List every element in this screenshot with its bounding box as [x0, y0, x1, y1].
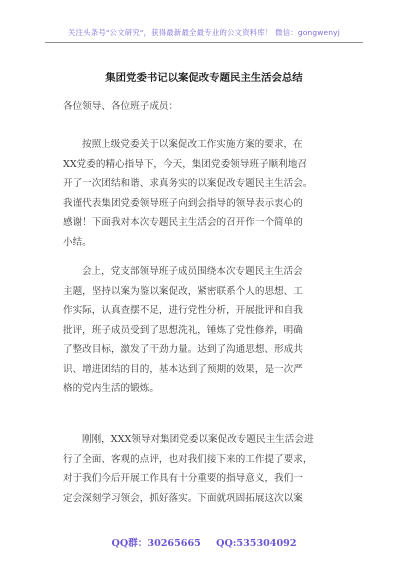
- paragraph-line: 对于我们今后开展工作具有十分重要的指导意义，我们一: [63, 473, 303, 484]
- paragraph-line: 开了一次团结和谐、求真务实的以案促改专题民主生活会。: [63, 178, 313, 189]
- header-divider: [45, 42, 363, 43]
- paragraph-line: 识、增进团结的目的，基本达到了预期的效果，是一次严: [63, 363, 303, 375]
- paragraph-line: 我谨代表集团党委领导班子向到会指导的领导表示衷心的: [63, 197, 303, 209]
- paragraph-line: 作实际，认真查摆不足，进行党性分析，开展批评和自我: [63, 305, 303, 316]
- paragraph-2: [63, 262, 345, 399]
- paragraph-line: XX党委的精心指导下，今天，集团党委领导班子顺利地召: [63, 158, 307, 170]
- paragraph-1: [63, 135, 345, 252]
- paragraph-3: [63, 430, 345, 508]
- paragraph-line: 刚刚，XXX领导对集团党委以案促改专题民主生活会进: [82, 434, 314, 445]
- qq-group-number: QQ群：30265665: [111, 538, 201, 549]
- paragraph-line: 小结。: [63, 236, 92, 248]
- paragraph-line: 主题，坚持以案为鉴以案促改，紧密联系个人的思想、工: [63, 285, 303, 297]
- paragraph-line: 感谢！下面我对本次专题民主生活会的召开作一个简单的: [63, 217, 303, 228]
- paragraph-line: 行了全面、客观的点评，也对我们接下来的工作提了要求，: [63, 453, 313, 465]
- document-title: 集团党委书记以案促改专题民主生活会总结: [105, 72, 303, 84]
- paragraph-line: 按照上级党委关于以案促改工作实施方案的要求，在: [82, 139, 303, 150]
- paragraph-line: 批评，班子成员受到了思想洗礼，锤炼了党性修养，明确: [63, 324, 303, 336]
- greeting: 各位领导、各位班子成员：: [63, 101, 179, 112]
- header-banner: 关注头条号"公文研究"，获得最新最全最专业的公文资料库！ 微信：gongwenyj: [68, 28, 340, 37]
- qq-number: QQ:535304092: [216, 538, 297, 549]
- paragraph-line: 了整改目标，激发了干劲力量。达到了沟通思想、形成共: [63, 344, 303, 355]
- paragraph-line: 定会深刻学习领会，抓好落实。下面就巩固拓展这次以案: [63, 492, 303, 504]
- paragraph-line: 格的党内生活的锻炼。: [63, 383, 159, 394]
- footer-contact: [0, 535, 408, 549]
- paragraph-line: 会上，党支部领导班子成员围绕本次专题民主生活会: [82, 266, 303, 277]
